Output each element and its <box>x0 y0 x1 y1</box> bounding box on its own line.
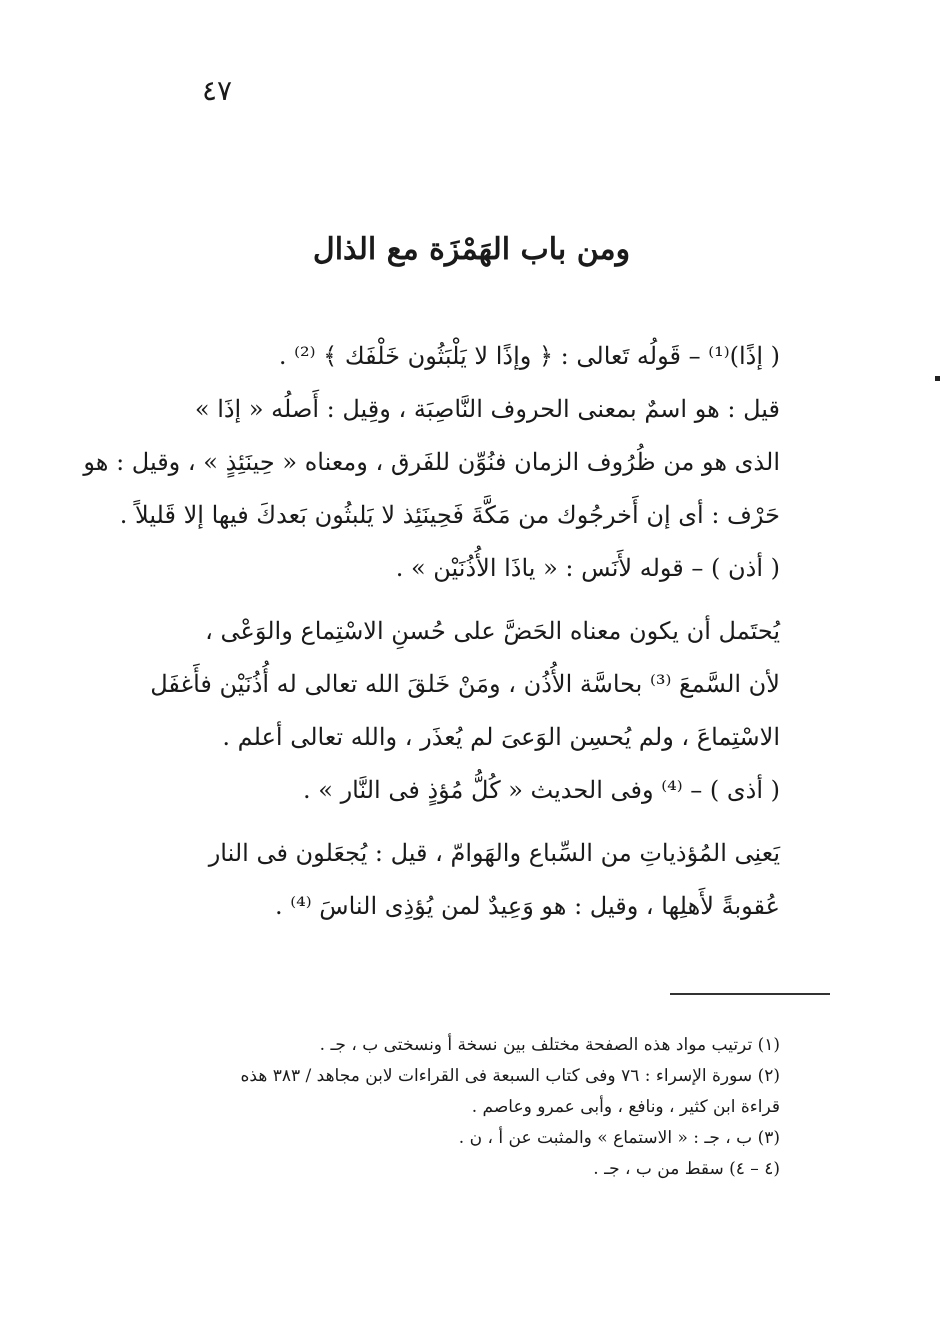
text-line: قيل : هو اسمٌ بمعنى الحروف النَّاصِبَة ، وقِيل : أَصلُه « إذَا » <box>194 395 780 423</box>
text-line: لأن السَّمعَ ⁽³⁾ بحاسَّة الأُذُن ، ومَنْ خَلقَ الله تعالى له أُذُنَيْن فأَغفَل <box>150 670 780 698</box>
footnote-separator <box>670 993 830 995</box>
footnote: (٣) ب ، جـ : « الاستماع » والمثبت عن أ ، ن . <box>458 1128 780 1148</box>
entry-adha: ( أذى ) – ⁽⁴⁾ وفى الحديث « كُلُّ مُؤذٍ فى النَّار » . <box>303 776 780 804</box>
chapter-title: ومن باب الهَمْزَة مع الذال <box>312 232 631 267</box>
text-line: عُقوبةً لأَهلِها ، وقيل : هو وَعِيدٌ لمن يُؤذِى الناسَ ⁽⁴⁾ . <box>275 892 780 920</box>
text-line: حَرْف : أى إن أَخرجُوك من مَكَّةَ فَحِينَئِذ لا يَلبثُون بَعدكَ فيها إلا قَليلاً . <box>119 501 780 529</box>
footnote: (٢) سورة الإسراء : ٧٦ وفى كتاب السبعة فى القراءات لابن مجاهد / ٣٨٣ هذه <box>240 1066 780 1086</box>
text-line: يَعنِى المُؤذياتِ من السِّباع والهَوامّ ، قيل : يُجعَلون فى النار <box>208 839 780 867</box>
footnote: قراءة ابن كثير ، ونافع ، وأبى عمرو وعاصم . <box>471 1097 780 1117</box>
footnote: (٤ – ٤) سقط من ب ، جـ . <box>593 1159 780 1179</box>
main-text <box>83 330 780 933</box>
text-line: الذى هو من ظُرُوف الزمان فنُوِّن للفَرق ، ومعناه « حِينَئِذٍ » ، وقيل : هو <box>83 448 780 476</box>
margin-dot <box>935 376 940 381</box>
entry-udhun: ( أذن ) – قوله لأَنَس : « ياذَا الأُذُنَيْن » . <box>395 554 780 582</box>
page-number: ٤٧ <box>201 74 233 107</box>
footnote: (١) ترتيب مواد هذه الصفحة مختلف بين نسخة أ ونسختى ب ، جـ . <box>319 1035 780 1055</box>
text-line: يُحتَمل أن يكون معناه الحَضَّ على حُسنِ الاسْتِماع والوَعْى ، <box>205 617 780 645</box>
footnotes <box>160 1030 780 1185</box>
text-line: الاسْتِماعَ ، ولم يُحسِن الوَعىَ لم يُعذَر ، والله تعالى أعلم . <box>222 723 780 751</box>
entry-idhan: ( إذًا)⁽¹⁾ – قَولُه تَعالى : ﴿ وإذًا لا يَلْبَثُون خَلْفَك ﴾ ⁽²⁾ . <box>278 342 780 370</box>
